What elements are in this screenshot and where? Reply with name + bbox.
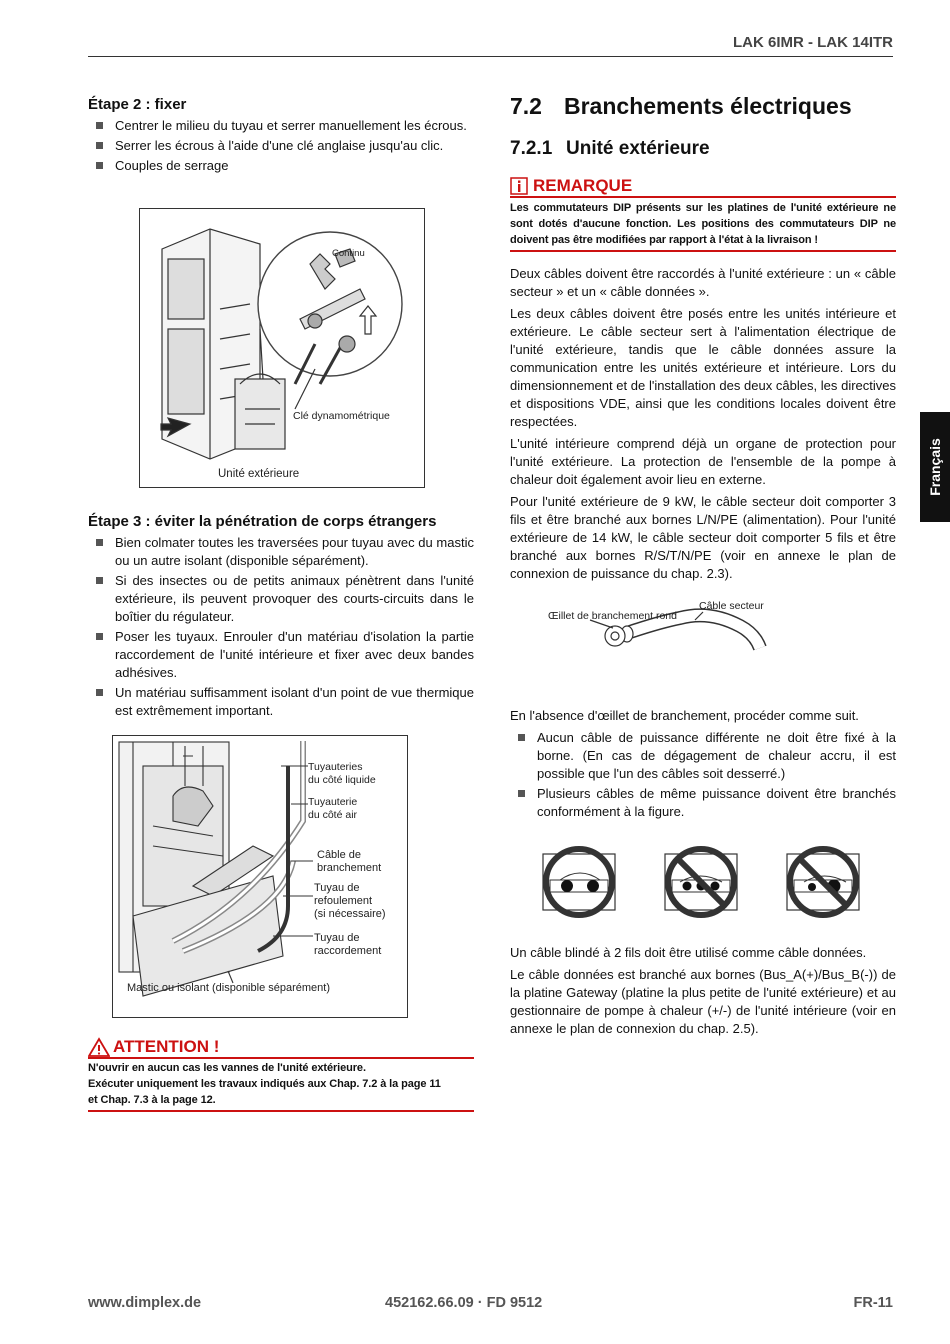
subsection-heading [510,138,896,160]
remarque-box [510,176,896,252]
list-item: Un matériau suffisamment isolant d'un point de vue thermique est extrêmement important. [88,684,474,720]
data-cable-section [510,944,896,1042]
step3-title: Étape 3 : éviter la pénétration de corps étrangers [88,513,437,530]
outdoor-unit-illustration [140,209,424,487]
attention-bottom-rule [88,1110,474,1112]
step3-section [88,513,474,722]
absence-list [510,729,896,821]
absence-text: En l'absence d'œillet de branchement, procéder comme suit. [510,708,859,723]
language-tab-label: Français [927,438,943,496]
footer-doc-number: 452162.66.09 · FD 9512 [385,1295,543,1311]
list-item: Poser les tuyaux. Enrouler d'un matériau d'isolation la partie raccordement de l'unité intérieure et fixer avec deux bandes adhésives. [88,628,474,682]
warning-triangle-icon [88,1037,110,1057]
step3-list [88,534,474,720]
paragraph: Un câble blindé à 2 fils doit être utilisé comme câble données. [510,945,867,960]
section-7-2 [510,93,896,587]
label-liquid-pipes: Tuyauteries du côté liquide [308,761,376,786]
page-footer [88,1295,893,1313]
attention-title: ATTENTION ! [113,1037,220,1056]
section-heading [510,93,896,120]
paragraph: Le câble données est branché aux bornes (Bus_A(+)/Bus_B(-)) de la platine Gateway (platine la plus petite de l'unité extérieure) et au gestionnaire de pompe à chaleur (+/-) de l'unité intérieure (voir en annexe le plan de connexion du chap. 2.5). [510,967,896,1036]
terminal-diagram-1 [543,849,615,915]
list-item: Couples de serrage [88,157,474,175]
list-item: Plusieurs câbles de même puissance doivent être branchés conformément à la figure. [510,785,896,821]
figure-ring-terminal [545,598,775,678]
header-title: LAK 6IMR - LAK 14ITR [732,34,893,51]
subsection-number: 7.2.1 [510,138,553,159]
attention-box [88,1037,474,1112]
label-ring-terminal: Œillet de branchement rond [548,610,677,622]
figure-sealing [112,735,408,1018]
attention-text [88,1059,474,1110]
language-tab [920,412,950,522]
attention-line: Exécuter uniquement les travaux indiqués aux Chap. 7.2 à la page 11 [88,1078,441,1090]
step2-list [88,117,474,175]
label-sealant: Mastic ou isolant (disponible séparément) [127,982,330,994]
section-number: 7.2 [510,93,542,119]
list-item: Si des insectes ou de petits animaux pénètrent dans l'unité extérieure, ils peuvent provoquer des courts-circuits dans le boîtier du régulateur. [88,572,474,626]
list-item: Centrer le milieu du tuyau et serrer manuellement les écrous. [88,117,474,135]
section-title: Branchements électriques [564,93,852,119]
info-icon [510,177,530,195]
label-gas-pipe: Tuyauterie du côté air [308,796,358,821]
terminal-diagram-3 [787,849,859,915]
label-drain-hose: Tuyau de refoulement (si nécessaire) [314,882,386,920]
footer-website: www.dimplex.de [88,1295,202,1311]
paragraph: Les deux câbles doivent être posés entre les unités intérieure et extérieure. Le câble secteur sert à l'alimentation électrique de l'unité extérieure, tandis que le câble données assure la communication entre les unités extérieure et intérieure. Lors du dimensionnement et de l'installation des deux câbles, les directives et dispositions VDE, ainsi que les conditions locales doivent être respectées. [510,306,896,429]
label-connection-cable: Câble de branchement [317,849,382,874]
footer-page-number: FR-11 [853,1295,893,1311]
attention-line: et Chap. 7.3 à la page 12. [88,1094,216,1106]
label-power-cable: Câble secteur [699,600,764,612]
remarque-text: Les commutateurs DIP présents sur les platines de l'unité extérieure ne sont dotés d'aucune fonction. Les positions des commutateurs DIP ne doivent pas être modifiées par rapport à l'état à la livraison ! [510,202,896,246]
attention-header [88,1037,474,1057]
remarque-bottom-rule [510,250,896,252]
page-header [88,34,893,57]
paragraph: Deux câbles doivent être raccordés à l'unité extérieure : un « câble secteur » et un « câble données ». [510,266,896,299]
label-unite-exterieure: Unité extérieure [218,468,300,480]
figure-torque-wrench [139,208,425,488]
list-item: Aucun câble de puissance différente ne doit être fixé à la borne. (En cas de dégagement de chaleur accru, il est possible que l'un des câbles soit desserré.) [510,729,896,783]
terminal-diagram-2 [665,849,737,915]
list-item: Bien colmater toutes les traversées pour tuyau avec du mastic ou un autre isolant (disponible séparément). [88,534,474,570]
label-connection-pipe: Tuyau de raccordement [314,932,382,957]
step2-section [88,96,474,177]
paragraph: L'unité intérieure comprend déjà un organe de protection pour l'unité extérieure. La protection de l'ensemble de la pompe à chaleur doit également avoir lieu en externe. [510,436,896,487]
label-cle-dynamometrique: Clé dynamométrique [293,410,390,422]
list-item: Serrer les écrous à l'aide d'une clé anglaise jusqu'au clic. [88,137,474,155]
attention-line: N'ouvrir en aucun cas les vannes de l'unité extérieure. [88,1062,366,1074]
intro-paragraphs [510,265,896,583]
terminal-diagrams-svg [540,846,860,926]
label-continu: Continu [332,248,365,259]
subsection-title: Unité extérieure [566,138,710,159]
step2-title: Étape 2 : fixer [88,96,187,113]
remarque-header [510,176,896,196]
terminal-diagrams [540,846,860,926]
paragraph: Pour l'unité extérieure de 9 kW, le câble secteur doit comporter 3 fils et être branché aux bornes L/N/PE (alimentation). Pour l'unité extérieure de 14 kW, le câble secteur doit comporter 5 fils et être branché aux bornes R/S/T/N/PE (voir en annexe le plan de connexion de puissance du chap. 2.3). [510,494,896,581]
absence-section [510,707,896,823]
remarque-title: REMARQUE [533,176,633,195]
